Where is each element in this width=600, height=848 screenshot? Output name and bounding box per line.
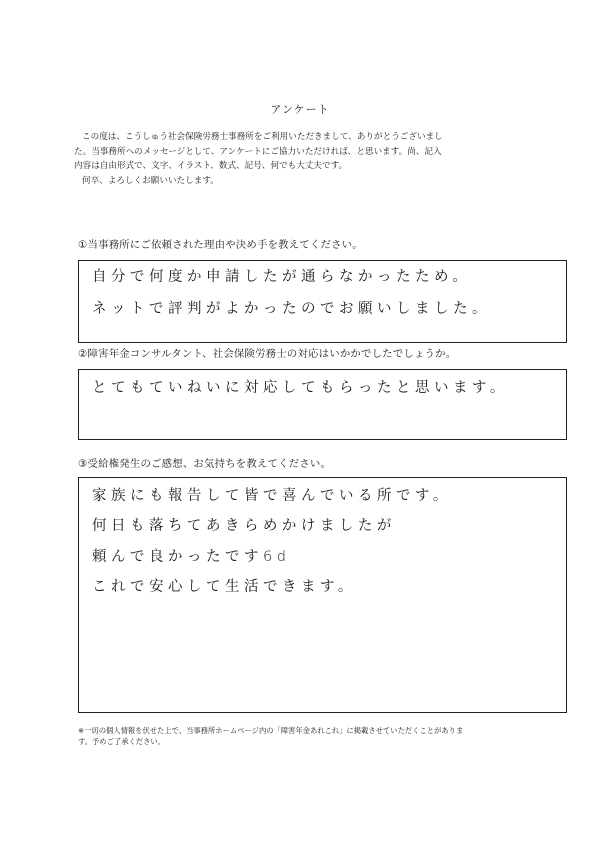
answer-3-line-3: 頼んで良かったです6d — [92, 549, 291, 565]
footer-note-line: ※一切の個人情報を伏せた上で、当事務所ホームページ内の「障害年金あれこれ」に掲載させていただくことがありま — [78, 726, 464, 735]
footer-note-line: す。予めご了承ください。 — [78, 737, 165, 746]
intro-text — [74, 130, 560, 188]
question-1-label: ①当事務所にご依頼された理由や決め手を教えてください。 — [78, 239, 363, 251]
intro-line: 内容は自由形式で、文字、イラスト、数式、記号、何でも大丈夫です。 — [74, 161, 348, 171]
answer-3-line-1: 家族にも報告して皆で喜んでいる所です。 — [92, 488, 452, 504]
answer-2-line-1: とてもていねいに対応してもらったと思います。 — [92, 380, 509, 396]
footer-note — [78, 725, 568, 747]
intro-line: た。当事務所へのメッセージとして、アンケートにご協力いただければ、と思います。尚、記入 — [74, 146, 442, 157]
answer-1-line-1: 自分で何度か申請したが通らなかったため。 — [92, 269, 472, 285]
question-2-label: ②障害年金コンサルタント、社会保険労務士の対応はいかかでしたでしょうか。 — [78, 348, 457, 360]
answer-3-line-4: これで安心して生活できます。 — [92, 579, 357, 595]
intro-line: 何卒、よろしくお願いいたします。 — [82, 175, 219, 186]
answer-3-line-2: 何日も落ちてあきらめかけましたが — [92, 518, 396, 534]
question-3-label: ③受給権発生のご感想、お気持ちを教えてください。 — [78, 458, 332, 470]
answer-1-line-2: ネットで評判がよかったのでお願いしました。 — [92, 301, 491, 317]
intro-line: この度は、こうしゅう社会保険労務士事務所をご利用いただきまして、ありがとうございまし — [82, 132, 443, 142]
page-title: アンケート — [270, 103, 330, 116]
